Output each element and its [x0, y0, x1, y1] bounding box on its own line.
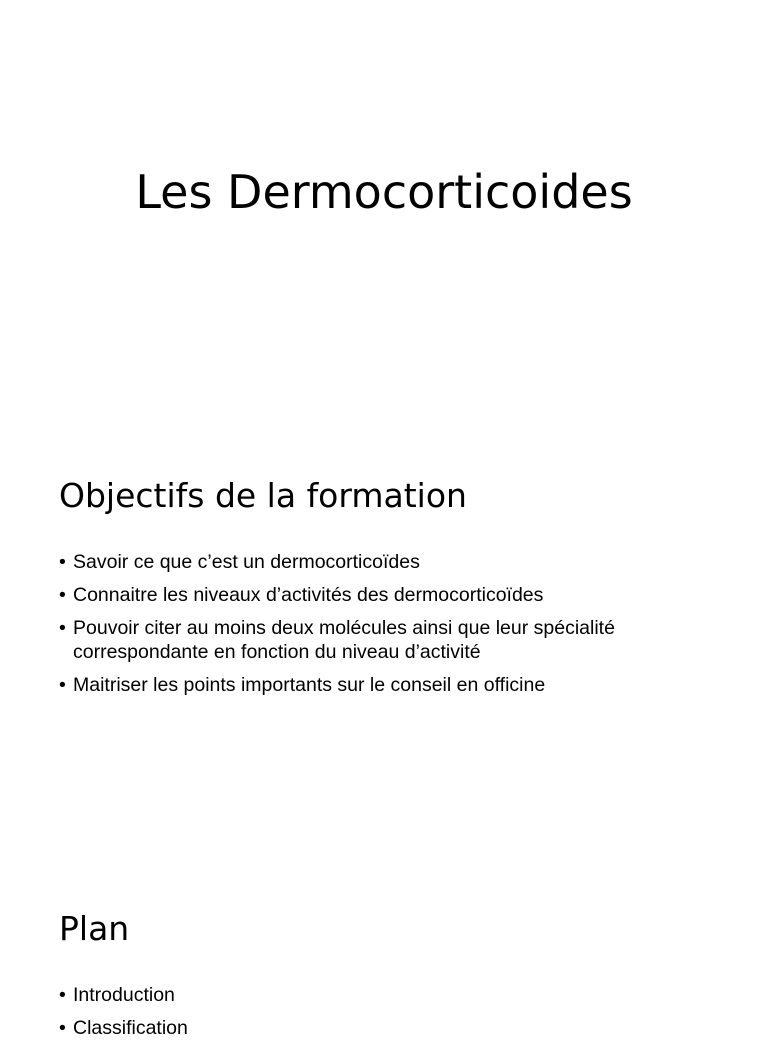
presentation-title: Les Dermocorticoides [135, 165, 633, 219]
list-item-text: Connaitre les niveaux d’activités des dermocorticoïdes [73, 584, 544, 606]
list-item-text: Maitriser les points importants sur le conseil en officine [73, 674, 546, 696]
bullet-icon: • [59, 1017, 66, 1039]
plan-heading: Plan [59, 909, 130, 948]
bullet-icon: • [59, 984, 66, 1006]
list-item [59, 1016, 699, 1040]
bullet-icon: • [59, 551, 66, 573]
list-item-text: Pouvoir citer au moins deux molécules ainsi que leur spécialité correspondante en fonction du niveau d’activité [73, 617, 615, 663]
list-item-text: Classification [73, 1017, 188, 1039]
bullet-icon: • [59, 674, 66, 696]
list-item-text: Savoir ce que c’est un dermocorticoïdes [73, 551, 420, 573]
bullet-icon: • [59, 617, 66, 639]
bullet-icon: • [59, 584, 66, 606]
list-item [59, 983, 699, 1007]
list-item-text: Introduction [73, 984, 175, 1006]
objectives-heading: Objectifs de la formation [59, 476, 467, 515]
plan-list [59, 983, 699, 1049]
